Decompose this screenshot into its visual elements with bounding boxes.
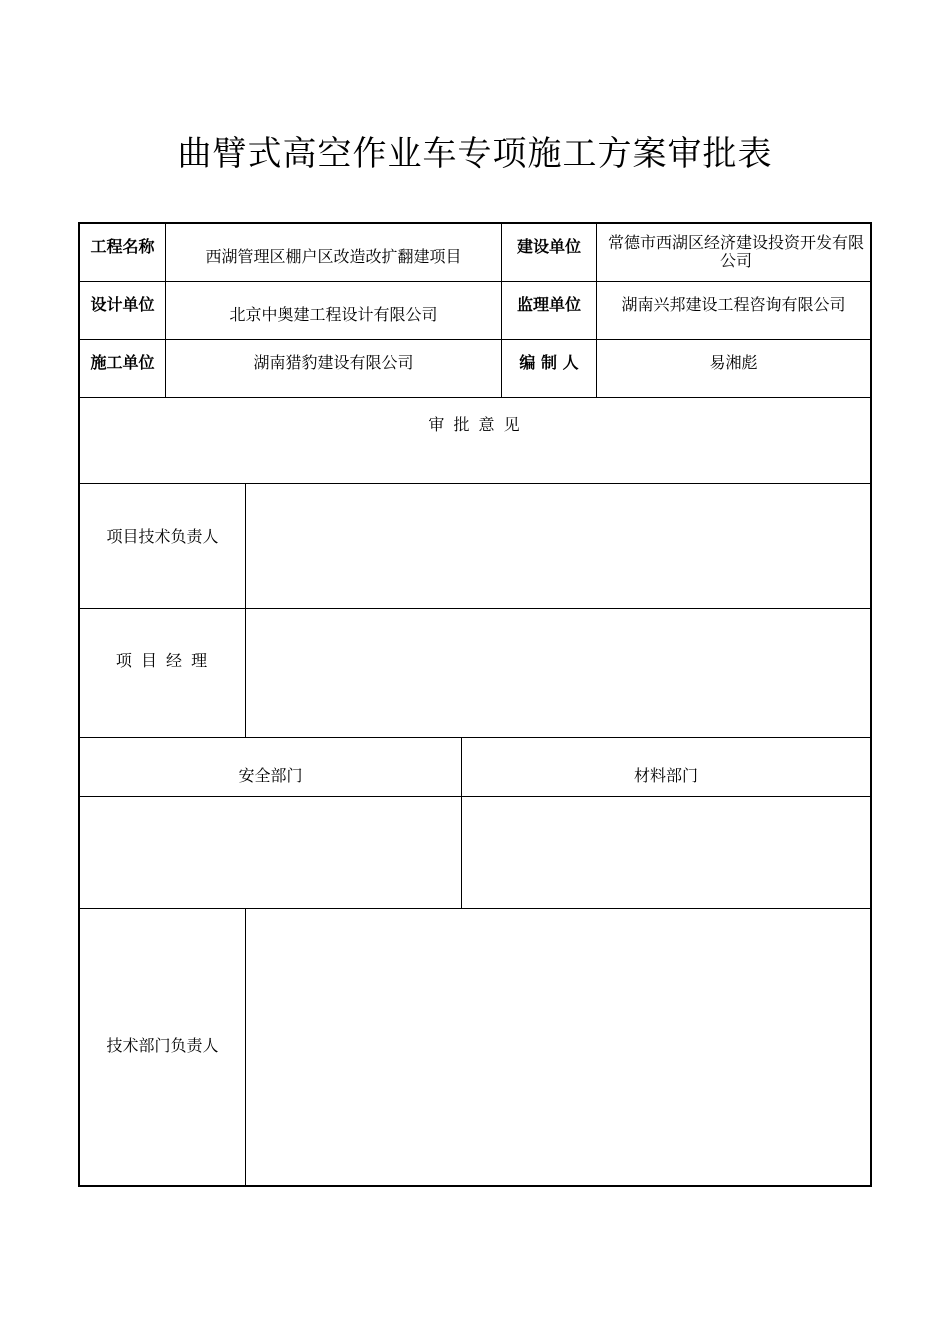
row-divider bbox=[80, 397, 870, 398]
row-divider bbox=[80, 737, 870, 738]
editor-label: 编 制 人 bbox=[519, 353, 579, 372]
row-divider bbox=[80, 608, 870, 609]
editor-value: 易湘彪 bbox=[709, 353, 758, 372]
builder-label: 建设单位 bbox=[516, 237, 581, 256]
approval-form-table bbox=[78, 222, 872, 1187]
builder-value: 常德市西湖区经济建设投资开发有限公司 bbox=[607, 233, 864, 270]
row-divider bbox=[80, 339, 870, 340]
col-divider bbox=[245, 483, 246, 737]
material-dept-label: 材料部门 bbox=[633, 766, 698, 785]
row-divider bbox=[80, 908, 870, 909]
safety-dept-label: 安全部门 bbox=[238, 766, 303, 785]
constructor-label: 施工单位 bbox=[90, 353, 155, 372]
project-manager-label: 项 目 经 理 bbox=[115, 651, 210, 670]
tech-lead-label: 项目技术负责人 bbox=[106, 527, 219, 546]
project-name-value: 西湖管理区棚户区改造改扩翻建项目 bbox=[205, 247, 462, 266]
page-title: 曲臂式高空作业车专项施工方案审批表 bbox=[177, 134, 773, 174]
row-divider bbox=[80, 281, 870, 282]
constructor-value: 湖南猎豹建设有限公司 bbox=[253, 353, 414, 372]
col-divider bbox=[245, 908, 246, 1185]
row-divider bbox=[80, 483, 870, 484]
design-value: 北京中奥建工程设计有限公司 bbox=[229, 305, 438, 324]
tech-dept-label: 技术部门负责人 bbox=[106, 1036, 219, 1055]
row-divider bbox=[80, 796, 870, 797]
project-name-label: 工程名称 bbox=[90, 237, 155, 256]
approval-header: 审 批 意 见 bbox=[428, 415, 522, 434]
design-label: 设计单位 bbox=[90, 295, 155, 314]
supervisor-label: 监理单位 bbox=[516, 295, 581, 314]
supervisor-value: 湖南兴邦建设工程咨询有限公司 bbox=[621, 295, 846, 314]
